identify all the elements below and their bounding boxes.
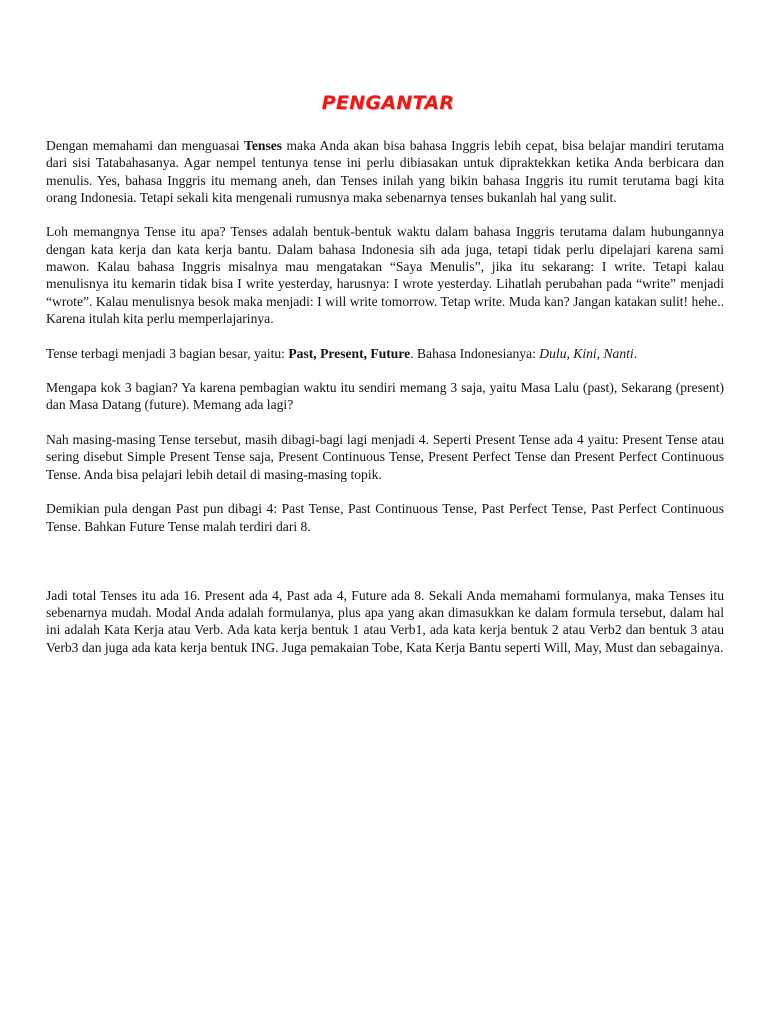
paragraph-intro (46, 137, 724, 206)
paragraph-definition: Loh memangnya Tense itu apa? Tenses adalah bentuk-bentuk waktu dalam bahasa Inggris terutama dalam hubungannya dengan kata kerja dan kata kerja bantu. Dalam bahasa Indonesia sih ada juga, tetapi tidak perlu dipelajari karena sami mawon. Kalau bahasa Inggris misalnya mau mengatakan “Saya Menulis”, jika itu sekarang: I write. Tetapi kalau menulisnya itu kemarin tidak bisa I write yesterday, harusnya: I wrote yesterday. Lihatlah perubahan pada “write” menjadi “wrote”. Kalau menulisnya besok maka menjadi: I will write tomorrow. Tetap write. Muda kan? Jangan katakan sulit! hehe.. Karena itulah kita perlu memperlajarinya. (46, 224, 724, 326)
document-body (46, 137, 724, 673)
paragraph-three-parts-text-end: . (633, 345, 638, 361)
paragraph-intro-text-start: Dengan memahami dan menguasai (46, 138, 245, 153)
paragraph-three-parts-bold-terms: Past, Present, Future (288, 345, 411, 361)
paragraph-intro-bold-term: Tenses (244, 138, 283, 153)
paragraph-present-division: Nah masing-masing Tense tersebut, masih dibagi-bagi lagi menjadi 4. Seperti Present Tense ada 4 yaitu: Present Tense atau sering disebut Simple Present Tense saja, Present Continuous Tense, Present Perfect Tense dan Present Perfect Continuous Tense. Anda bisa pelajari lebih detail di masing-masing topik. (46, 432, 724, 482)
paragraph-past-division: Demikian pula dengan Past pun dibagi 4: Past Tense, Past Continuous Tense, Past Perfect Tense, Past Perfect Continuous Tense. Bahkan Future Tense malah terdiri dari 8. (46, 501, 724, 534)
paragraph-three-parts-text-start: Tense terbagi menjadi 3 bagian besar, yaitu: (46, 345, 289, 361)
page-title: PENGANTAR (321, 92, 455, 114)
paragraph-three-parts (46, 345, 724, 362)
paragraph-three-parts-italic-terms: Dulu, Kini, Nanti (539, 345, 634, 361)
paragraph-intro-text-end: maka Anda akan bisa bahasa Inggris lebih cepat, bisa belajar mandiri terutama dari sisi Tatabahasanya. Agar nempel tentunya tense ini perlu dibiasakan untuk dipraktekkan ketika Anda berbicara dan menulis. Yes, bahasa Inggris itu memang aneh, dan Tenses inilah yang bikin bahasa Inggris itu rumit terutama bagi kita orang Indonesia. Tetapi sekali kita mengenali rumusnya maka sebenarnya tenses bukanlah hal yang sulit. (46, 138, 724, 205)
paragraph-why-three: Mengapa kok 3 bagian? Ya karena pembagian waktu itu sendiri memang 3 saja, yaitu Masa Lalu (past), Sekarang (present) dan Masa Datang (future). Memang ada lagi? (46, 380, 724, 413)
paragraph-three-parts-text-mid: . Bahasa Indonesianya: (410, 345, 540, 361)
paragraph-total-tenses: Jadi total Tenses itu ada 16. Present ada 4, Past ada 4, Future ada 8. Sekali Anda memahami formulanya, maka Tenses itu sebenarnya mudah. Modal Anda adalah formulanya, plus apa yang akan dimasukkan ke dalam formula tersebut, dalam hal ini adalah Kata Kerja atau Verb. Ada kata kerja bentuk 1 atau Verb1, ada kata kerja bentuk 2 atau Verb2 dan bentuk 3 atau Verb3 dan juga ada kata kerja bentuk ING. Juga pemakaian Tobe, Kata Kerja Bantu seperti Will, May, Must dan sebagainya. (46, 587, 724, 655)
